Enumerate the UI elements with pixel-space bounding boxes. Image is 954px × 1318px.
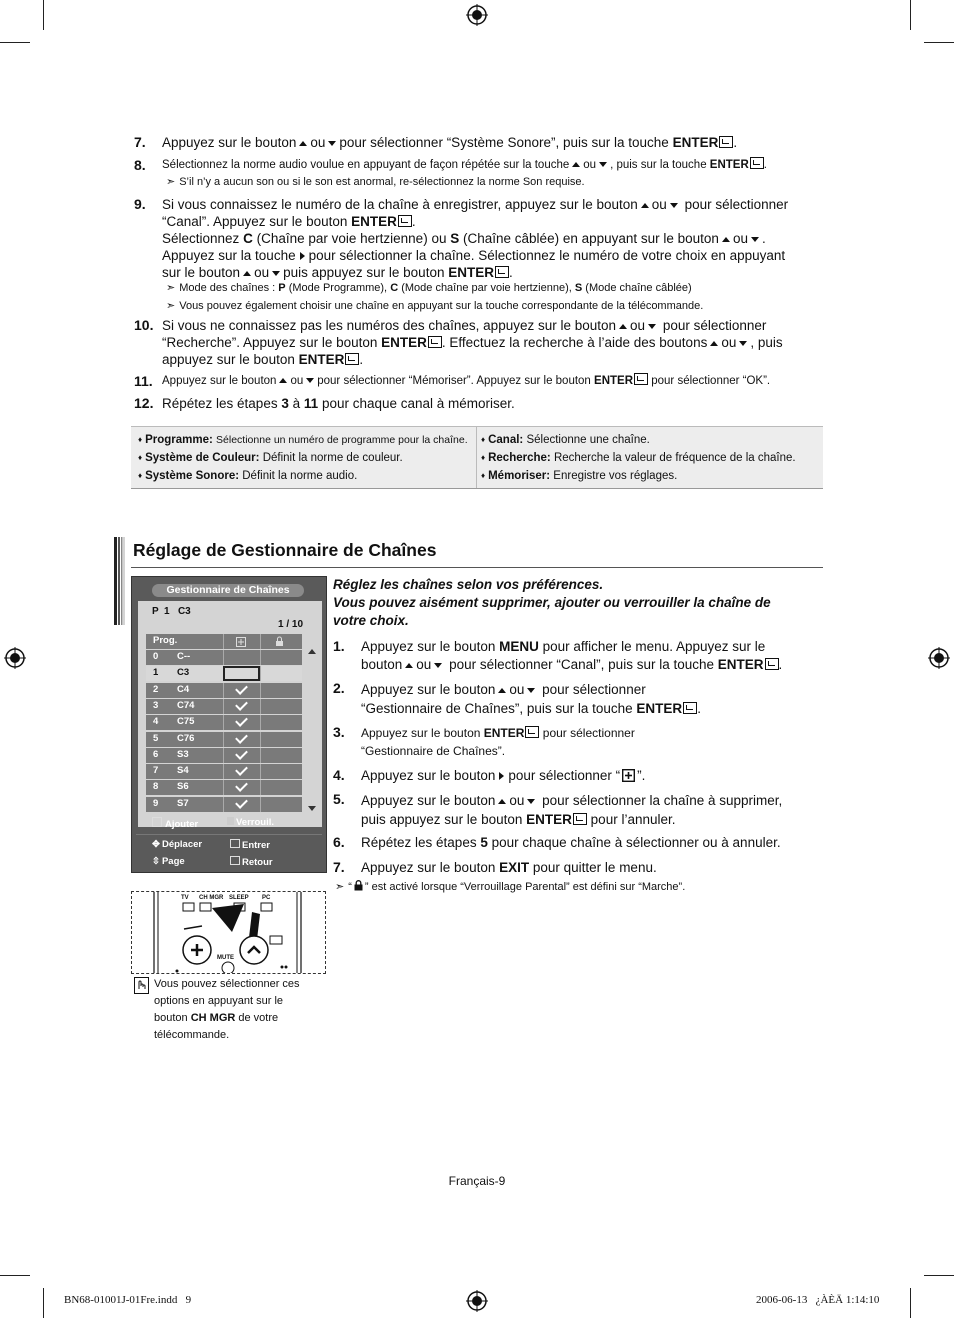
step-number: 7. (333, 859, 345, 875)
step-number: 12. (134, 395, 154, 411)
step-text: pour sélectionner la chaîne à supprimer, (542, 793, 783, 808)
step-text: Sélectionnez (162, 231, 240, 246)
step-text: . (733, 135, 738, 150)
intro-line: votre choix. (333, 613, 409, 628)
remote-pc-label: PC (262, 895, 271, 901)
file-meta: BN68-01001J-01Fre.indd 9 (64, 1294, 192, 1306)
osd-add-cell[interactable] (223, 732, 260, 747)
enter-label: ENTER (526, 812, 572, 827)
osd-add-cell[interactable] (223, 683, 260, 698)
osd-add-cell[interactable] (223, 780, 260, 795)
step-text: ou (290, 375, 304, 387)
remote-illustration (131, 891, 326, 974)
step-number: 2. (333, 680, 345, 696)
osd-enter-label: Entrer (242, 840, 270, 851)
step-text: à (292, 396, 301, 411)
enter-icon (428, 336, 442, 348)
osd-row-channel: S7 (177, 797, 189, 809)
glossary-term: Programme: (145, 434, 213, 446)
step-text: “Gestionnaire de Chaînes”. (361, 744, 506, 758)
step-text: 5 (480, 835, 488, 850)
step-text: Sélectionnez la norme audio voulue en appuyant de façon répétée sur la touche (162, 159, 570, 171)
add-column (223, 634, 260, 649)
registration-mark-icon (4, 647, 26, 669)
step-text: sur le bouton (162, 265, 241, 280)
step-text: puis appuyez sur le bouton (283, 265, 445, 280)
lock-note (335, 879, 685, 896)
caption-line: Vous pouvez sélectionner ces (154, 978, 300, 990)
note-text: C (390, 282, 399, 294)
enter-icon (634, 373, 648, 385)
glossary-term: Système de Couleur: (145, 452, 260, 464)
step-text: “Gestionnaire de Chaînes”, puis sur la touche (361, 701, 633, 716)
glossary-term: Recherche: (488, 452, 551, 464)
note-text: (Mode chaîne câblée) (585, 282, 692, 294)
section-intro (333, 576, 813, 630)
step-text: Si vous ne connaissez pas les numéros des chaînes, appuyez sur le bouton (162, 318, 617, 333)
osd-return-label: Retour (242, 857, 273, 868)
lock-icon (354, 880, 363, 891)
osd-add-cell[interactable] (223, 699, 260, 714)
step-text: ou (721, 335, 737, 350)
step-text: EXIT (499, 860, 530, 875)
step-text: Appuyez sur le bouton (162, 135, 297, 150)
osd-row-channel: S4 (177, 765, 189, 777)
osd-row-channel: S6 (177, 781, 189, 793)
osd-row-number: 2 (153, 683, 159, 695)
enter-icon (683, 702, 697, 714)
crop-mark (924, 1275, 954, 1276)
note-arrow-icon: ➣ (166, 282, 176, 294)
step-text: pour l’annuler. (590, 812, 676, 827)
osd-add-option[interactable] (152, 817, 198, 830)
crop-mark (910, 1288, 911, 1318)
note-text: “ (348, 881, 352, 893)
lock-icon (275, 636, 284, 647)
osd-lock-cell[interactable] (260, 732, 300, 747)
up-arrow-icon (279, 378, 287, 383)
osd-channel-row[interactable] (146, 650, 302, 665)
up-arrow-icon (722, 237, 730, 242)
osd-row-channel: C74 (177, 699, 195, 711)
enter-icon (495, 266, 509, 278)
step-text: Appuyez sur le bouton (361, 639, 496, 654)
glossary-def: Définit la norme de couleur. (262, 452, 403, 464)
caption-line: télécommande. (154, 1029, 230, 1041)
note (166, 280, 692, 297)
osd-enter-hint (230, 839, 270, 851)
step-number: 7. (134, 134, 146, 150)
note-text: (Mode Programme), (288, 282, 388, 294)
step-text: pour sélectionner (542, 682, 646, 697)
osd-lock-option[interactable] (227, 817, 274, 828)
step-text: . (763, 159, 767, 171)
osd-return-hint (230, 856, 273, 868)
remote-chmgr-label: CH MGR (199, 895, 224, 901)
glossary-def: Recherche la valeur de fréquence de la chaîne. (553, 452, 796, 464)
osd-channel-row[interactable] (146, 797, 302, 812)
step-text: Appuyez sur le bouton (361, 793, 496, 808)
step-text: ou (416, 657, 432, 672)
up-arrow-icon (243, 271, 251, 276)
glossary-def: Sélectionne un numéro de programme pour la chaîne. (216, 434, 468, 446)
step-text: pour chaque chaîne à sélectionner ou à annuler. (491, 835, 781, 850)
up-arrow-icon (710, 341, 718, 346)
step-text: ou (509, 682, 525, 697)
down-arrow-icon (527, 688, 535, 693)
note-text: Mode des chaînes : (179, 282, 276, 294)
return-icon (230, 856, 240, 865)
date-meta: 2006-06-13 ¿ÀÈÄ 1:14:10 (756, 1294, 880, 1306)
osd-title: Gestionnaire de Chaînes (152, 584, 304, 597)
down-arrow-icon (739, 341, 747, 346)
osd-row-number: 6 (153, 748, 159, 760)
remote-caption (154, 976, 314, 1044)
step-text: , puis sur la touche (610, 159, 707, 171)
osd-channel-row[interactable] (146, 683, 302, 698)
step-text: pour sélectionner (542, 726, 635, 740)
crop-mark (910, 0, 911, 30)
down-arrow-icon (527, 799, 535, 804)
crop-mark (43, 0, 44, 30)
caption-line: de votre (238, 1012, 279, 1024)
note-text: ” est activé lorsque “Verrouillage Parental” est défini sur “Marche”. (364, 881, 686, 893)
remote-mute-label: MUTE (217, 955, 234, 961)
down-arrow-icon (306, 378, 314, 383)
up-arrow-icon (641, 203, 649, 208)
step-text: bouton (361, 657, 403, 672)
check-icon (235, 796, 248, 809)
crop-mark (0, 42, 30, 43)
osd-move-hint (152, 839, 202, 850)
step-text: , puis (750, 335, 783, 350)
osd-row-channel: S3 (177, 748, 189, 760)
note (166, 174, 585, 191)
osd-status: P 1 C3 (152, 606, 191, 617)
step-text: ”. (637, 768, 646, 783)
glossary-term: Canal: (488, 434, 524, 446)
step-number: 4. (333, 767, 345, 783)
osd-row-channel: C75 (177, 716, 195, 728)
enter-label: ENTER (709, 159, 749, 171)
check-icon (235, 714, 248, 727)
check-icon (235, 763, 248, 776)
step-text: pour sélectionner “Canal”, puis sur la touche (449, 657, 714, 672)
osd-lock-cell[interactable] (260, 650, 300, 665)
registration-mark-icon (466, 1290, 488, 1312)
note-arrow-icon: ➣ (166, 300, 176, 312)
osd-add-cell[interactable] (223, 715, 260, 730)
osd-channel-row[interactable] (146, 732, 302, 747)
enter-icon (573, 813, 587, 825)
step-text: pour sélectionner “ (508, 768, 621, 783)
scroll-down-icon[interactable] (308, 806, 316, 811)
glossary-left: ♦ Programme: Sélectionne un numéro de programme pour la chaîne. ♦ Système de Couleur: Définit la norme de couleur. ♦ Système Sonore: Définit la norme audio. (138, 434, 468, 482)
check-icon (235, 731, 248, 744)
step-number: 11. (134, 373, 153, 389)
crop-mark (43, 1288, 44, 1318)
osd-channel-row[interactable] (146, 764, 302, 779)
osd-page-label: Page (161, 856, 185, 867)
osd-row-number: 4 (153, 716, 159, 728)
note-text: S’il n’y a aucun son ou si le son est anormal, re-sélectionnez la norme Son requise. (179, 176, 585, 188)
enter-label: ENTER (483, 726, 525, 740)
glossary-table (131, 426, 823, 489)
add-icon (152, 817, 162, 827)
intro-line: Réglez les chaînes selon vos préférences. (333, 577, 604, 592)
step-text: . Effectuez la recherche à l’aide des boutons (441, 335, 708, 350)
step-text: pour sélectionner (662, 318, 767, 333)
osd-page-hint (152, 856, 185, 867)
osd-header-row (146, 634, 302, 649)
osd-row-number: 9 (153, 797, 159, 809)
page-number: Français-9 (448, 1174, 506, 1188)
step-text: pour sélectionner la chaîne. Sélectionnez le numéro de votre choix en appuyant (308, 248, 786, 263)
enter-icon (230, 839, 240, 848)
down-arrow-icon (328, 141, 336, 146)
move-icon: ✥ (152, 839, 160, 850)
down-arrow-icon (272, 271, 280, 276)
step-text: pour sélectionner “Mémoriser”. Appuyez sur le bouton (317, 375, 591, 387)
step-text: ou (583, 159, 597, 171)
step-text: Répétez les étapes (361, 835, 477, 850)
glossary-right: ♦ Canal: Sélectionne une chaîne. ♦ Recherche: Recherche la valeur de fréquence de la chaîne. ♦ Mémoriser: Enregistre vos réglages. (481, 434, 796, 482)
enter-label: ENTER (636, 701, 683, 716)
osd-lock-cell[interactable] (260, 797, 300, 812)
note (166, 298, 703, 315)
note-text: P (278, 282, 286, 294)
enter-label: ENTER (298, 352, 345, 367)
osd-col-prog: Prog. (153, 635, 178, 646)
enter-icon (345, 353, 359, 365)
caption-line: CH MGR (190, 1012, 236, 1024)
step-text: ou (651, 197, 667, 212)
up-arrow-icon (498, 688, 506, 693)
glossary-def: Enregistre vos réglages. (553, 470, 678, 482)
osd-row-number: 3 (153, 699, 159, 711)
osd-channel-row[interactable] (146, 699, 302, 714)
step-text: pour sélectionner “OK”. (651, 375, 771, 387)
up-arrow-icon (619, 324, 627, 329)
remote-tv-label: TV (181, 895, 189, 901)
remote-sleep-label: SLEEP (229, 895, 249, 901)
lock-column (260, 634, 300, 649)
section-title: Réglage de Gestionnaire de Chaînes (133, 540, 437, 560)
down-arrow-icon (434, 663, 442, 668)
osd-screen (131, 576, 327, 873)
right-arrow-icon (499, 772, 504, 780)
step-number: 8. (134, 157, 146, 173)
enter-label: ENTER (672, 135, 719, 150)
step-text: pour sélectionner (684, 197, 789, 212)
enter-label: ENTER (381, 335, 427, 350)
step-text: Répétez les étapes (162, 396, 278, 411)
step-text: pour afficher le menu. Appuyez sur le (542, 639, 766, 654)
step-text: (Chaîne par voie hertzienne) ou (256, 231, 447, 246)
osd-lock-cell[interactable] (260, 764, 300, 779)
check-icon (235, 698, 248, 711)
down-arrow-icon (751, 237, 759, 242)
step-text: Appuyez sur le bouton (361, 860, 496, 875)
remote-hint-icon (134, 977, 149, 994)
step-text: ou (254, 265, 270, 280)
step-text: “Canal”. Appuyez sur le bouton (162, 214, 348, 229)
step-text: pour sélectionner “Système Sonore”, puis sur la touche (339, 135, 669, 150)
page-icon: ⇳ (152, 856, 160, 867)
enter-icon (765, 658, 779, 670)
crop-mark (0, 1275, 30, 1276)
step-text: Appuyez sur le bouton (361, 768, 496, 783)
glossary-term: Mémoriser: (488, 470, 551, 482)
step-text: S (450, 231, 460, 246)
step-text: puis appuyez sur le bouton (361, 812, 523, 827)
osd-lock-cell[interactable] (260, 666, 300, 681)
step-text: C (243, 231, 253, 246)
check-icon (235, 747, 248, 760)
osd-channel-row[interactable] (146, 666, 302, 681)
step-text: pour quitter le menu. (532, 860, 657, 875)
step-text: “Recherche”. Appuyez sur le bouton (162, 335, 378, 350)
osd-page: 1 / 10 (278, 619, 304, 630)
lock-icon (227, 817, 234, 825)
enter-icon (750, 157, 764, 169)
note-arrow-icon: ➣ (166, 176, 176, 188)
step-text: MENU (499, 639, 539, 654)
step-number: 10. (134, 317, 154, 333)
enter-icon (525, 726, 539, 738)
up-arrow-icon (498, 799, 506, 804)
step-text: ou (310, 135, 326, 150)
check-icon (235, 682, 248, 695)
down-arrow-icon (670, 203, 678, 208)
step-text: Appuyez sur le bouton (361, 726, 481, 740)
enter-label: ENTER (351, 214, 397, 229)
glossary-def: Définit la norme audio. (242, 470, 358, 482)
section-divider (131, 567, 823, 568)
osd-lock-cell[interactable] (260, 715, 300, 730)
osd-add-cell[interactable] (223, 650, 260, 665)
step-number: 5. (333, 791, 345, 807)
glossary-divider (476, 427, 477, 488)
osd-channel-row[interactable] (146, 715, 302, 730)
right-arrow-icon (300, 252, 305, 260)
osd-row-channel: C-- (177, 651, 191, 662)
osd-row-number: 5 (153, 732, 159, 744)
step-number: 3. (333, 724, 345, 740)
osd-row-number: 0 (153, 651, 159, 662)
enter-label: ENTER (717, 657, 764, 672)
step-text: ou (630, 318, 646, 333)
enter-label: ENTER (594, 375, 634, 387)
step-text: Si vous connaissez le numéro de la chaîne à enregistrer, appuyez sur le bouton (162, 197, 638, 212)
step-number: 6. (333, 834, 345, 850)
glossary-term: Système Sonore: (145, 470, 240, 482)
osd-add-cell[interactable] (223, 797, 260, 812)
step-text: Appuyez sur le bouton (361, 682, 496, 697)
osd-add-cell[interactable] (223, 666, 260, 681)
osd-channel-row[interactable] (146, 748, 302, 763)
osd-move-label: Déplacer (161, 839, 203, 850)
step-number: 1. (333, 638, 345, 654)
note-text: Vous pouvez également choisir une chaîne en appuyant sur la touche correspondante de la télécommande. (179, 300, 704, 312)
registration-mark-icon (928, 647, 950, 669)
step-text: 3 (281, 396, 289, 411)
caption-line: bouton (154, 1012, 188, 1024)
enter-label: ENTER (448, 265, 494, 280)
step-text: ou (732, 231, 748, 246)
note-text: (Mode chaîne par voie hertzienne), (401, 282, 572, 294)
step-text: (Chaîne câblée) en appuyant sur le bouton (463, 231, 719, 246)
osd-add-cell[interactable] (223, 748, 260, 763)
step-text: ou (509, 793, 525, 808)
enter-icon (719, 136, 733, 148)
enter-icon (398, 215, 412, 227)
osd-add-cell[interactable] (223, 764, 260, 779)
up-arrow-icon (299, 141, 307, 146)
step-number: 9. (134, 196, 146, 212)
scroll-up-icon[interactable] (308, 649, 316, 654)
down-arrow-icon (599, 162, 607, 167)
section-bar-icon (114, 537, 125, 625)
add-icon (236, 637, 246, 647)
note-text: S (574, 282, 583, 294)
step-text: appuyez sur le bouton (162, 352, 295, 367)
caption-line: options en appuyant sur le (154, 995, 284, 1007)
add-icon (622, 769, 635, 782)
osd-row-channel: C3 (177, 667, 190, 679)
osd-lock-cell[interactable] (260, 699, 300, 714)
osd-divider (136, 834, 322, 835)
osd-row-channel: C76 (177, 732, 195, 744)
glossary-def: Sélectionne une chaîne. (526, 434, 650, 446)
note-arrow-icon: ➣ (335, 881, 345, 893)
osd-row-number: 7 (153, 765, 159, 777)
osd-row-number: 8 (153, 781, 159, 793)
check-icon (235, 780, 248, 793)
step-text: 11 (303, 396, 319, 411)
up-arrow-icon (572, 162, 580, 167)
osd-row-channel: C4 (177, 683, 190, 695)
down-arrow-icon (648, 324, 656, 329)
osd-lock-cell[interactable] (260, 683, 300, 698)
registration-mark-icon (466, 4, 488, 26)
osd-lock-label: Verrouil. (236, 817, 275, 828)
step-text: Appuyez sur le bouton (162, 375, 277, 387)
osd-channel-row[interactable] (146, 780, 302, 795)
intro-line: Vous pouvez aisément supprimer, ajouter ou verrouiller la chaîne de (333, 595, 771, 610)
up-arrow-icon (405, 663, 413, 668)
osd-lock-cell[interactable] (260, 780, 300, 795)
osd-lock-cell[interactable] (260, 748, 300, 763)
osd-add-label: Ajouter (165, 819, 199, 830)
crop-mark (924, 42, 954, 43)
step-text: Appuyez sur la touche (162, 248, 296, 263)
step-text: pour chaque canal à mémoriser. (321, 396, 515, 411)
osd-row-number: 1 (153, 667, 159, 679)
